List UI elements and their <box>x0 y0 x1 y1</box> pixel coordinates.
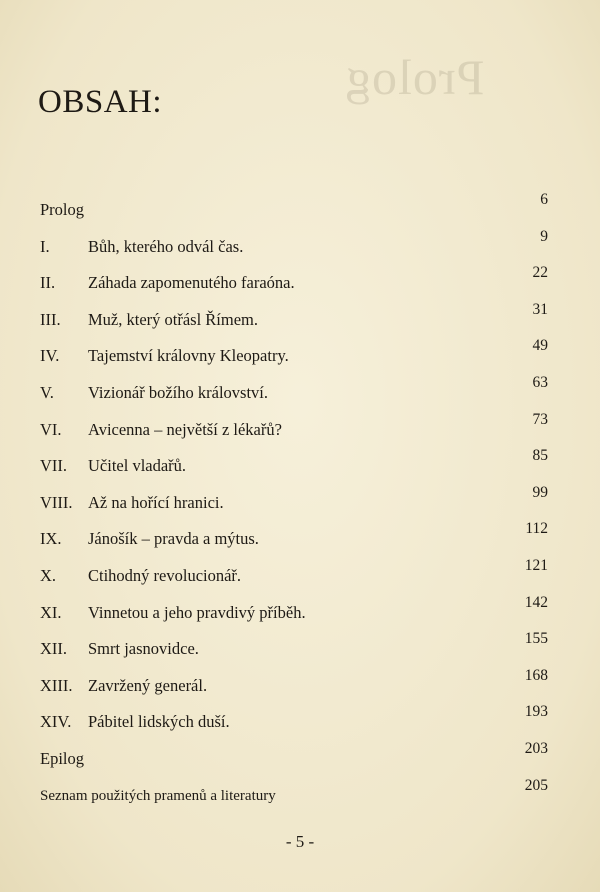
chapter-number: XII. <box>40 639 68 659</box>
chapter-title: Smrt jasnovidce. <box>88 639 199 659</box>
chapter-title: Epilog <box>40 748 84 768</box>
toc-entry <box>38 227 548 264</box>
chapter-title: Muž, který otřásl Římem. <box>88 309 259 329</box>
chapter-title: Tajemství královny Kleopatry. <box>88 346 289 366</box>
chapter-page: 9 <box>540 227 548 245</box>
chapter-page: 168 <box>524 666 548 684</box>
chapter-page: 121 <box>524 556 548 574</box>
chapter-title: Učitel vladařů. <box>88 456 187 476</box>
chapter-page: 203 <box>524 739 548 757</box>
toc-entry <box>38 483 548 520</box>
chapter-number: XIV. <box>40 712 72 732</box>
toc-entry <box>38 373 548 410</box>
chapter-title: Pábitel lidských duší. <box>88 712 230 732</box>
chapter-page: 49 <box>532 337 548 355</box>
toc-entry <box>38 556 548 593</box>
page-title: OBSAH: <box>38 84 163 120</box>
toc-entry <box>38 702 548 739</box>
chapter-title: Ctihodný revolucionář. <box>88 565 242 585</box>
toc-entry <box>38 190 548 227</box>
page-number: - 5 - <box>285 832 315 851</box>
chapter-page: 193 <box>524 703 548 721</box>
chapter-page: 31 <box>532 300 548 318</box>
chapter-title: Seznam použitých pramenů a literatury <box>40 787 276 804</box>
chapter-title: Vizionář božího království. <box>88 382 269 402</box>
chapter-title: Záhada zapomenutého faraóna. <box>88 273 295 293</box>
toc-entry <box>38 519 548 556</box>
chapter-page: 73 <box>532 410 548 428</box>
chapter-title: Prolog <box>40 200 85 219</box>
chapter-page: 99 <box>532 483 548 501</box>
bleedthrough-text: Prolog <box>345 49 485 105</box>
chapter-title: Zavržený generál. <box>88 675 208 695</box>
chapter-page: 6 <box>540 191 548 208</box>
toc-entry <box>38 336 548 373</box>
table-of-contents <box>38 190 548 812</box>
chapter-page: 205 <box>524 776 548 794</box>
toc-entry <box>38 666 548 703</box>
chapter-title: Jánošík – pravda a mýtus. <box>88 529 259 549</box>
chapter-page: 155 <box>524 630 548 648</box>
chapter-page: 142 <box>524 593 548 611</box>
toc-entry <box>38 446 548 483</box>
chapter-title: Avicenna – největší z lékařů? <box>88 419 282 439</box>
chapter-number: XIII. <box>40 675 73 695</box>
chapter-title: Vinnetou a jeho pravdivý příběh. <box>88 602 306 622</box>
chapter-number: VI. <box>40 419 62 439</box>
toc-entry <box>38 410 548 447</box>
chapter-number: VII. <box>40 456 68 476</box>
toc-entry <box>38 300 548 337</box>
chapter-title: Bůh, kterého odvál čas. <box>88 236 244 256</box>
toc-entry <box>38 739 548 776</box>
chapter-number: X. <box>40 565 57 585</box>
toc-entry <box>38 263 548 300</box>
chapter-number: XI. <box>40 602 62 622</box>
chapter-page: 85 <box>532 447 548 465</box>
chapter-number: VIII. <box>40 492 73 512</box>
chapter-number: IX. <box>40 529 62 549</box>
toc-entry <box>38 629 548 666</box>
chapter-number: II. <box>40 273 56 293</box>
chapter-page: 112 <box>525 520 548 538</box>
chapter-number: III. <box>40 309 61 329</box>
chapter-title: Až na hořící hranici. <box>88 492 224 512</box>
toc-entry <box>38 593 548 630</box>
chapter-number: I. <box>40 236 50 256</box>
chapter-number: IV. <box>40 346 60 366</box>
chapter-number: V. <box>40 382 54 402</box>
chapter-page: 63 <box>532 373 548 391</box>
toc-entry <box>38 776 548 813</box>
chapter-page: 22 <box>532 264 548 282</box>
